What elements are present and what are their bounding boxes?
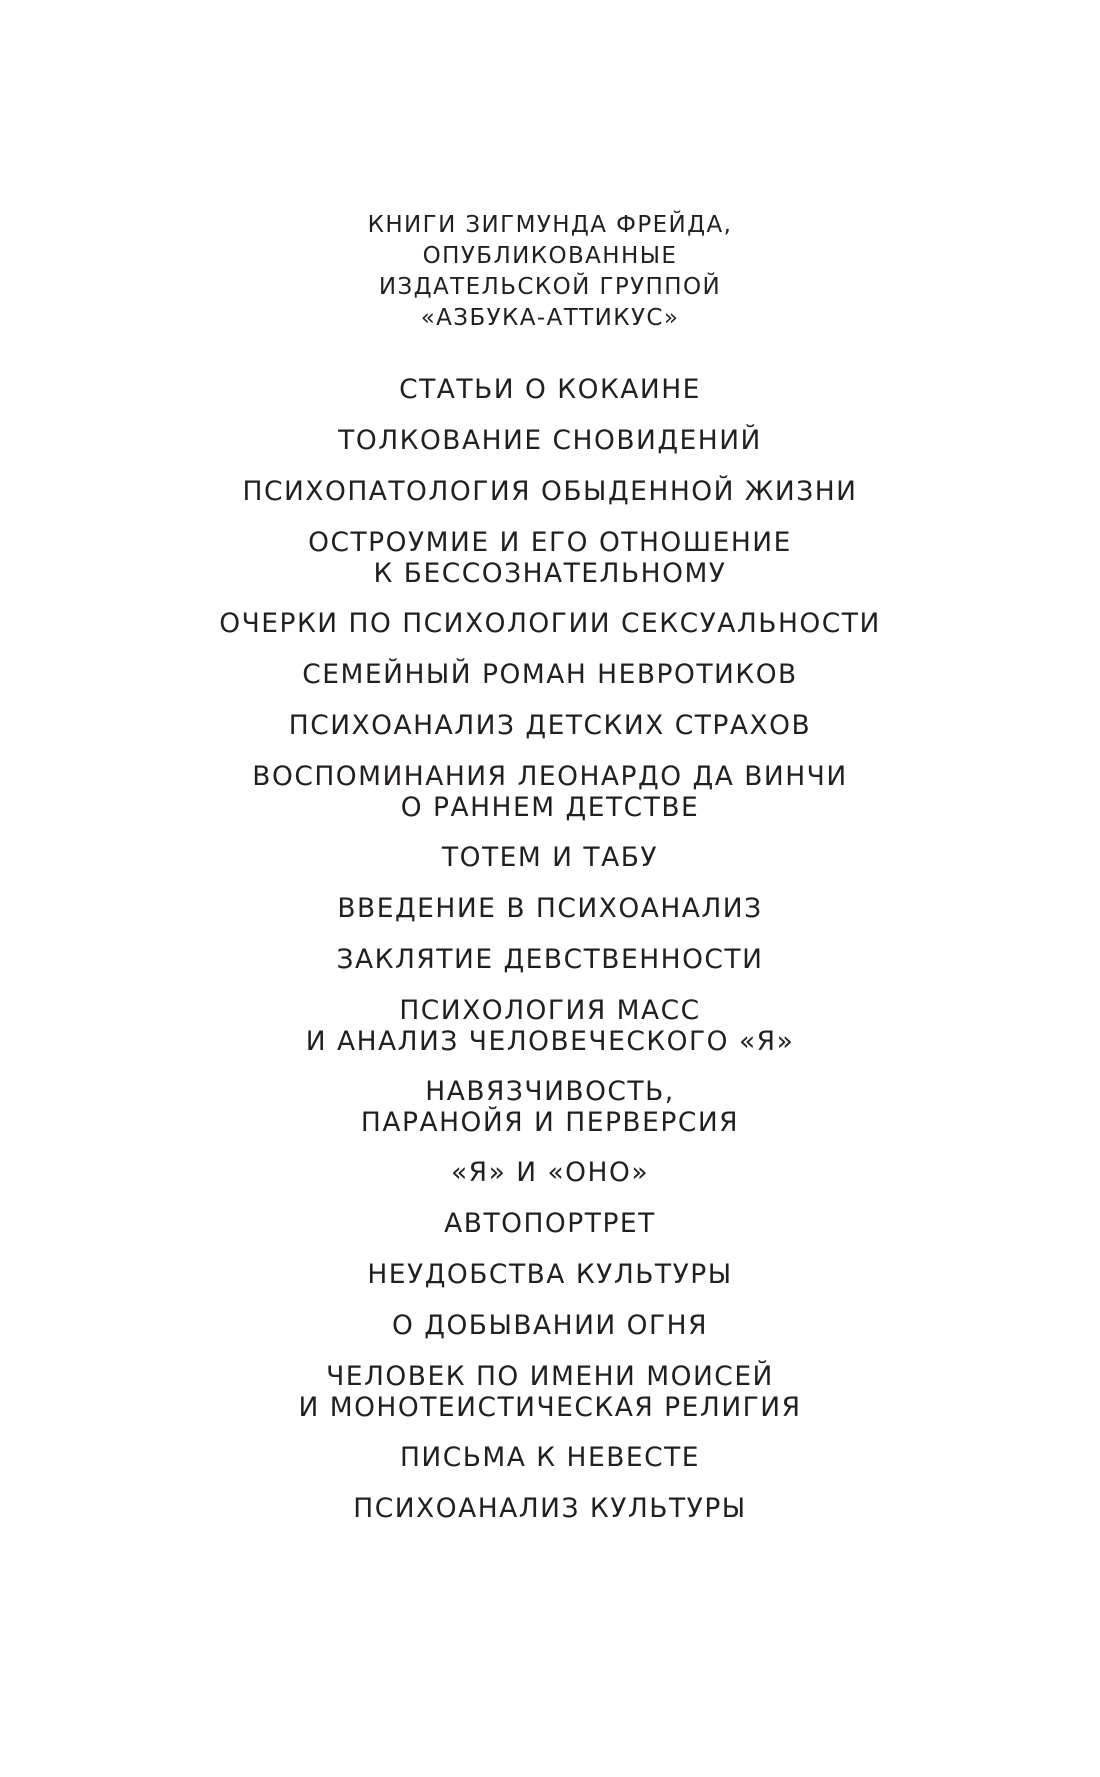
book-title-item	[0, 1357, 1100, 1438]
book-title-line: О РАННЕМ ДЕТСТВЕ	[400, 792, 700, 823]
book-title-line: ПСИХОЛОГИЯ МАСС	[399, 995, 701, 1026]
list-heading	[0, 210, 1100, 334]
book-title-item	[0, 370, 1100, 421]
book-title-line: АВТОПОРТРЕТ	[444, 1208, 656, 1239]
book-title-item	[0, 1204, 1100, 1255]
book-title-line: ЧЕЛОВЕК ПО ИМЕНИ МОИСЕЙ	[326, 1361, 774, 1392]
book-title-item	[0, 889, 1100, 940]
book-title-line: СЕМЕЙНЫЙ РОМАН НЕВРОТИКОВ	[302, 659, 798, 690]
book-title-item	[0, 838, 1100, 889]
book-title-item	[0, 472, 1100, 523]
book-title-line: ПАРАНОЙЯ И ПЕРВЕРСИЯ	[360, 1107, 740, 1138]
book-title-line: ТОТЕМ И ТАБУ	[441, 842, 659, 873]
book-title-line: ПСИХОАНАЛИЗ ДЕТСКИХ СТРАХОВ	[288, 710, 812, 741]
book-title-item	[0, 523, 1100, 604]
book-title-line: ЗАКЛЯТИЕ ДЕВСТВЕННОСТИ	[336, 944, 764, 975]
book-title-item	[0, 1255, 1100, 1306]
book-title-item	[0, 991, 1100, 1072]
book-title-line: ОСТРОУМИЕ И ЕГО ОТНОШЕНИЕ	[308, 527, 792, 558]
book-title-item	[0, 421, 1100, 472]
book-title-line: «Я» И «ОНО»	[450, 1157, 650, 1188]
book-title-item	[0, 604, 1100, 655]
book-title-item	[0, 940, 1100, 991]
heading-line: ОПУБЛИКОВАННЫЕ	[422, 243, 678, 269]
book-title-line: К БЕССОЗНАТЕЛЬНОМУ	[373, 558, 727, 589]
book-title-line: НАВЯЗЧИВОСТЬ,	[425, 1076, 675, 1107]
book-title-line: ТОЛКОВАНИЕ СНОВИДЕНИЙ	[338, 425, 762, 456]
book-title-line: ПСИХОПАТОЛОГИЯ ОБЫДЕННОЙ ЖИЗНИ	[242, 476, 858, 507]
book-title-item	[0, 1489, 1100, 1540]
heading-line: ИЗДАТЕЛЬСКОЙ ГРУППОЙ	[378, 274, 722, 300]
book-title-item	[0, 757, 1100, 838]
book-title-line: О ДОБЫВАНИИ ОГНЯ	[391, 1310, 709, 1341]
book-title-item	[0, 1306, 1100, 1357]
book-title-line: ВОСПОМИНАНИЯ ЛЕОНАРДО ДА ВИНЧИ	[252, 761, 848, 792]
book-title-item	[0, 655, 1100, 706]
book-title-line: ОЧЕРКИ ПО ПСИХОЛОГИИ СЕКСУАЛЬНОСТИ	[219, 608, 881, 639]
book-title-item	[0, 1438, 1100, 1489]
book-title-item	[0, 1153, 1100, 1204]
book-title-line: И МОНОТЕИСТИЧЕСКАЯ РЕЛИГИЯ	[298, 1392, 802, 1423]
heading-line: «АЗБУКА-АТТИКУС»	[420, 305, 680, 331]
book-title-item	[0, 1072, 1100, 1153]
book-title-line: И АНАЛИЗ ЧЕЛОВЕЧЕСКОГО «Я»	[305, 1026, 795, 1057]
book-title-line: НЕУДОБСТВА КУЛЬТУРЫ	[367, 1259, 733, 1290]
book-title-item	[0, 706, 1100, 757]
book-title-line: ПИСЬМА К НЕВЕСТЕ	[399, 1442, 701, 1473]
heading-line: КНИГИ ЗИГМУНДА ФРЕЙДА,	[367, 212, 733, 238]
book-title-line: СТАТЬИ О КОКАИНЕ	[399, 374, 701, 405]
book-title-list	[0, 370, 1100, 1540]
book-title-line: ВВЕДЕНИЕ В ПСИХОАНАЛИЗ	[337, 893, 763, 924]
book-title-line: ПСИХОАНАЛИЗ КУЛЬТУРЫ	[353, 1493, 747, 1524]
